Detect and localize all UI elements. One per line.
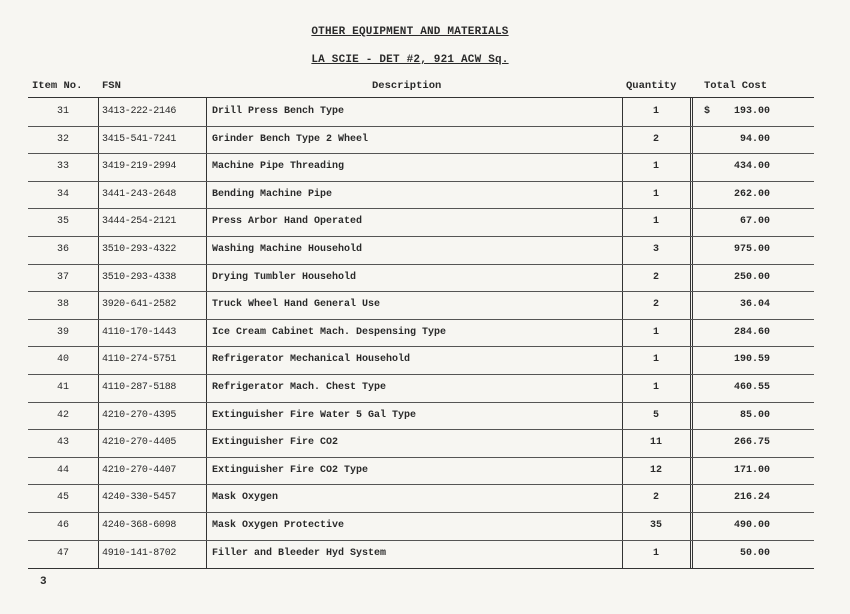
table-row	[28, 208, 814, 237]
table-row	[28, 153, 814, 182]
fsn-code: 4110-170-1443	[102, 326, 177, 338]
item-number: 44	[56, 464, 69, 476]
fsn-code: 4110-274-5751	[102, 354, 177, 366]
item-description: Refrigerator Mach. Chest Type	[212, 382, 387, 393]
table-row	[28, 402, 814, 431]
fsn-code: 3444-254-2121	[102, 216, 177, 228]
item-total-cost: 460.55	[733, 382, 770, 393]
item-number: 36	[56, 244, 69, 255]
item-number: 39	[56, 326, 69, 338]
item-quantity: 2	[652, 271, 659, 283]
item-quantity: 11	[649, 437, 662, 449]
item-quantity: 1	[652, 382, 659, 393]
item-total-cost: 216.24	[733, 492, 770, 504]
fsn-code: 3415-541-7241	[102, 133, 177, 145]
item-description: Machine Pipe Threading	[212, 161, 345, 173]
item-description: Drying Tumbler Household	[212, 271, 357, 283]
item-total-cost: 490.00	[733, 520, 770, 531]
item-number: 40	[56, 354, 69, 366]
item-number: 32	[56, 133, 69, 145]
item-quantity: 1	[652, 106, 659, 117]
item-number: 35	[56, 216, 69, 228]
table-row	[28, 484, 814, 513]
fsn-code: 4210-270-4395	[102, 409, 177, 421]
header-quantity: Quantity	[626, 80, 677, 92]
item-description: Bending Machine Pipe	[212, 188, 333, 200]
item-total-cost: 975.00	[733, 244, 770, 255]
item-quantity: 1	[652, 161, 659, 173]
item-description: Ice Cream Cabinet Mach. Despensing Type	[212, 326, 447, 338]
item-total-cost: 266.75	[733, 437, 770, 449]
equipment-table	[28, 97, 814, 569]
header-fsn: FSN	[102, 80, 121, 92]
item-total-cost: 193.00	[733, 106, 770, 117]
header-description: Description	[372, 80, 442, 92]
item-total-cost: 67.00	[739, 216, 770, 228]
item-quantity: 2	[652, 299, 659, 311]
item-number: 37	[56, 271, 69, 283]
fsn-code: 4910-141-8702	[102, 547, 177, 559]
document-title: OTHER EQUIPMENT AND MATERIALS	[311, 26, 509, 38]
item-total-cost: 171.00	[733, 464, 770, 476]
item-number: 46	[56, 520, 69, 531]
item-total-cost: 94.00	[739, 133, 770, 145]
table-row	[28, 346, 814, 375]
fsn-code: 4210-270-4405	[102, 437, 177, 449]
item-total-cost: 262.00	[733, 188, 770, 200]
table-row	[28, 264, 814, 293]
table-row	[28, 374, 814, 403]
item-number: 45	[56, 492, 69, 504]
item-quantity: 1	[652, 547, 659, 559]
item-description: Extinguisher Fire Water 5 Gal Type	[212, 409, 417, 421]
item-total-cost: 50.00	[739, 547, 770, 559]
item-description: Drill Press Bench Type	[212, 106, 345, 117]
item-description: Mask Oxygen Protective	[212, 520, 345, 531]
item-description: Filler and Bleeder Hyd System	[212, 547, 387, 559]
item-number: 41	[56, 382, 69, 393]
item-number: 38	[56, 299, 69, 311]
table-row	[28, 457, 814, 486]
table-row	[28, 291, 814, 320]
table-row	[28, 236, 814, 265]
item-total-cost: 250.00	[733, 271, 770, 283]
item-quantity: 1	[652, 326, 659, 338]
item-description: Washing Machine Household	[212, 244, 363, 255]
item-quantity: 1	[652, 188, 659, 200]
fsn-code: 3419-219-2994	[102, 161, 177, 173]
item-quantity: 1	[652, 216, 659, 228]
item-quantity: 35	[649, 520, 662, 531]
table-row	[28, 540, 814, 568]
item-description: Refrigerator Mechanical Household	[212, 354, 411, 366]
fsn-code: 3510-293-4338	[102, 271, 177, 283]
item-quantity: 2	[652, 492, 659, 504]
table-row	[28, 429, 814, 458]
table-row	[28, 98, 814, 127]
item-number: 47	[56, 547, 69, 559]
item-number: 34	[56, 188, 69, 200]
item-number: 33	[56, 161, 69, 173]
item-quantity: 1	[652, 354, 659, 366]
fsn-code: 4210-270-4407	[102, 464, 177, 476]
header-total-cost: Total Cost	[704, 80, 768, 92]
item-number: 42	[56, 409, 69, 421]
item-description: Extinguisher Fire CO2	[212, 437, 339, 449]
fsn-code: 3441-243-2648	[102, 188, 177, 200]
item-total-cost: 85.00	[739, 409, 770, 421]
page-number: 3	[40, 576, 47, 588]
item-description: Extinguisher Fire CO2 Type	[212, 464, 369, 476]
table-row	[28, 512, 814, 541]
item-total-cost: 190.59	[733, 354, 770, 366]
item-number: 43	[56, 437, 69, 449]
item-quantity: 12	[649, 464, 662, 476]
item-description: Truck Wheel Hand General Use	[212, 299, 381, 311]
item-total-cost: 284.60	[733, 326, 770, 338]
fsn-code: 3510-293-4322	[102, 244, 177, 255]
fsn-code: 4240-330-5457	[102, 492, 177, 504]
item-quantity: 3	[652, 244, 659, 255]
fsn-code: 4110-287-5188	[102, 382, 177, 393]
item-number: 31	[56, 106, 69, 117]
document-subtitle: LA SCIE - DET #2, 921 ACW Sq.	[311, 54, 509, 66]
table-row	[28, 319, 814, 348]
item-description: Mask Oxygen	[212, 492, 279, 504]
header-item-no: Item No.	[32, 80, 83, 92]
item-quantity: 2	[652, 133, 659, 145]
item-description: Grinder Bench Type 2 Wheel	[212, 133, 369, 145]
item-quantity: 5	[652, 409, 659, 421]
currency-symbol: $	[704, 106, 711, 117]
item-total-cost: 434.00	[733, 161, 770, 173]
fsn-code: 3920-641-2582	[102, 299, 177, 311]
table-row	[28, 126, 814, 155]
fsn-code: 3413-222-2146	[102, 106, 177, 117]
fsn-code: 4240-368-6098	[102, 520, 177, 531]
item-total-cost: 36.04	[739, 299, 770, 311]
item-description: Press Arbor Hand Operated	[212, 216, 363, 228]
table-row	[28, 181, 814, 210]
